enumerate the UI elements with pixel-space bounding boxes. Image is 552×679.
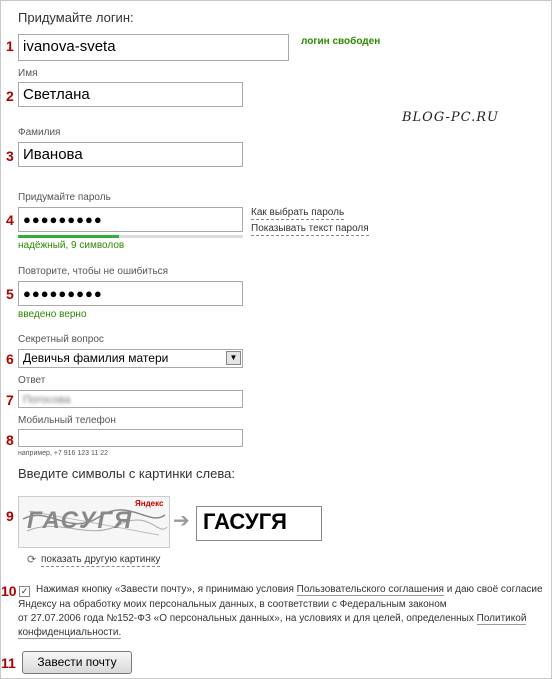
password-input[interactable]: ●●●●●●●●● [18,207,243,232]
show-another-picture-link[interactable]: показать другую картинку [41,554,161,565]
answer-input[interactable] [18,390,243,408]
login-status: логин свободен [301,36,381,47]
password-strength-bar [18,235,243,238]
agreement-text-3: от 27.07.2006 года №152-ФЗ «О персональных данных», на условиях и для целей, определенных [18,613,477,624]
login-heading: Придумайте логин: [18,10,134,25]
secret-question-select[interactable] [18,349,243,368]
step-number-9: 9 [6,508,14,524]
step-number-2: 2 [6,88,14,104]
step-number-10: 10 [1,583,17,599]
captcha-input[interactable]: ГАСУГЯ [196,506,322,541]
yandex-logo: Яндекс [135,499,164,508]
chevron-down-icon[interactable]: ▼ [226,351,241,365]
agreement-line-3 [18,612,548,626]
step-number-5: 5 [6,286,14,302]
answer-value: Погосова [23,394,71,406]
step-number-4: 4 [6,212,14,228]
phone-input[interactable] [18,429,243,447]
password-repeat-input[interactable]: ●●●●●●●●● [18,281,243,306]
captcha-image [18,496,170,548]
step-number-11: 11 [1,655,16,671]
password-label: Придумайте пароль [18,192,111,203]
agreement-text [36,583,551,597]
phone-label: Мобильный телефон [18,415,116,426]
last-name-input[interactable]: Иванова [18,142,243,167]
agreement-text-1: Нажимая кнопку «Завести почту», я принимаю условия [36,584,297,595]
user-agreement-link[interactable]: Пользовательского соглашения [296,584,444,595]
last-name-label: Фамилия [18,127,61,138]
answer-label: Ответ [18,375,46,386]
secret-question-label: Секретный вопрос [18,334,104,345]
show-password-text-link[interactable]: Показывать текст пароля [251,223,369,234]
captcha-image-text: ГАСУГЯ [27,507,134,534]
step-number-6: 6 [6,351,14,367]
step-number-8: 8 [6,432,14,448]
password-strength-text: надёжный, 9 символов [18,240,125,251]
password-repeat-status: введено верно [18,309,87,320]
privacy-policy-link-2[interactable]: конфиденциальности. [18,627,122,638]
secret-question-value: Девичья фамилия матери [23,351,169,365]
privacy-policy-link[interactable]: Политикой [476,613,527,624]
login-input[interactable]: ivanova-sveta [18,34,289,61]
how-to-choose-password-link[interactable]: Как выбрать пароль [251,207,345,218]
step-number-1: 1 [6,38,14,54]
first-name-input[interactable]: Светлана [18,82,243,107]
agreement-line-4 [18,626,121,640]
step-number-7: 7 [6,392,14,408]
refresh-icon[interactable]: ⟳ [27,554,37,566]
password-repeat-label: Повторите, чтобы не ошибиться [18,266,169,277]
arrow-right-icon: ➔ [173,510,190,532]
create-mailbox-button[interactable]: Завести почту [22,651,132,674]
phone-hint: например, +7 916 123 11 22 [18,450,109,457]
watermark: BLOG-PC.RU [402,110,499,125]
captcha-heading: Введите символы с картинки слева: [18,466,235,481]
agreement-text-2: и даю своё согласие [443,584,543,595]
agreement-checkbox[interactable]: ✓ [20,586,29,596]
agreement-line-2: Яндексу на обработку моих персональных данных, в соответствии с Федеральным законом [18,599,447,610]
first-name-label: Имя [18,68,38,79]
step-number-3: 3 [6,148,14,164]
password-strength-fill [18,235,119,238]
